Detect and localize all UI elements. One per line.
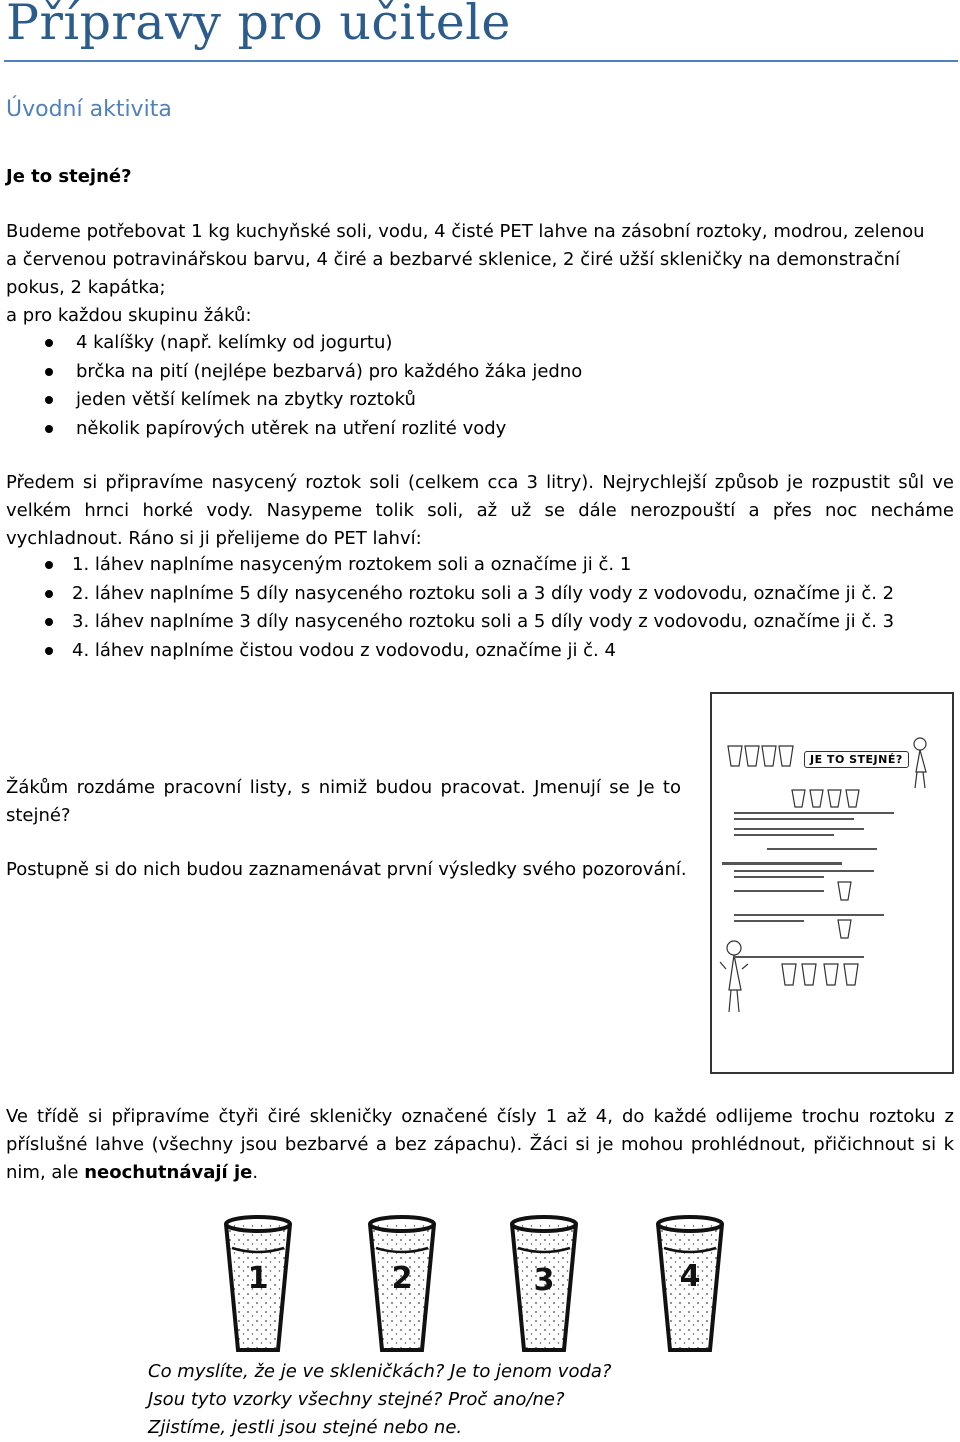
preparation-steps bbox=[0, 551, 894, 665]
list-item: 3. láhev naplníme 3 díly nasyceného roztoku soli a 5 díly vody z vodovodu, označíme ji č. 3 bbox=[0, 608, 894, 637]
glasses-text bbox=[6, 1103, 954, 1187]
question-line: Jsou tyto vzorky všechny stejné? Proč ano/ne? bbox=[148, 1389, 565, 1410]
list-item: 1. láhev naplníme nasyceným roztokem soli a označíme ji č. 1 bbox=[0, 551, 894, 580]
glass-label: 3 bbox=[533, 1263, 555, 1298]
worksheet-text: Žákům rozdáme pracovní listy, s nimiž budou pracovat. Jmenují se Je to stejné? bbox=[6, 777, 681, 826]
materials-list bbox=[0, 329, 582, 443]
question-line: Zjistíme, jestli jsou stejné nebo ne. bbox=[148, 1417, 463, 1438]
glasses-text-end: . bbox=[252, 1162, 259, 1183]
question-line: Co myslíte, že je ve skleničkách? Je to jenom voda? bbox=[148, 1361, 612, 1382]
materials-group-line: a pro každou skupinu žáků: bbox=[6, 305, 252, 326]
list-item: 4. láhev naplníme čistou vodou z vodovodu, označíme ji č. 4 bbox=[0, 637, 894, 666]
questions-block bbox=[148, 1358, 848, 1442]
worksheet-thumbnail-title: JE TO STEJNÉ? bbox=[804, 751, 909, 768]
list-item: brčka na pití (nejlépe bezbarvá) pro každého žáka jedno bbox=[0, 358, 582, 387]
list-item: 2. láhev naplníme 5 díly nasyceného roztoku soli a 3 díly vody z vodovodu, označíme ji č. 2 bbox=[0, 580, 894, 609]
glass-label: 2 bbox=[391, 1261, 413, 1296]
glass-label: 1 bbox=[247, 1261, 269, 1296]
list-item: jeden větší kelímek na zbytky roztoků bbox=[0, 386, 582, 415]
section-heading: Úvodní aktivita bbox=[6, 97, 172, 122]
activity-title: Je to stejné? bbox=[6, 166, 132, 187]
worksheet-followup-text: Postupně si do nich budou zaznamenávat první výsledky svého pozorování. bbox=[6, 859, 687, 880]
page-title: Přípravy pro učitele bbox=[6, 0, 511, 51]
materials-intro bbox=[6, 218, 954, 330]
materials-intro-line: pokus, 2 kapátka; bbox=[6, 277, 166, 298]
glasses-text-main: Ve třídě si připravíme čtyři čiré skleničky označené čísly 1 až 4, do každé odlijeme trochu roztoku z příslušné lahve (všechny jsou bezbarvé a bez zápachu). Žáci si je mohou prohlédnout, přičichnout si k nim, ale bbox=[6, 1106, 954, 1183]
title-underline bbox=[4, 60, 958, 62]
materials-intro-line: Budeme potřebovat 1 kg kuchyňské soli, vodu, 4 čisté PET lahve na zásobní roztoky, modrou, zelenou bbox=[6, 221, 925, 242]
preparation-text: Předem si připravíme nasycený roztok soli (celkem cca 3 litry). Nejrychlejší způsob je rozpustit sůl ve velkém hrnci horké vody. Nasypeme tolik soli, až už se dále nerozpouští a přes noc necháme vychladnout. Ráno si ji přelijeme do PET lahví: bbox=[6, 472, 954, 549]
worksheet-thumbnail bbox=[710, 692, 954, 1074]
materials-intro-line: a červenou potravinářskou barvu, 4 čiré a bezbarvé sklenice, 2 čiré užší skleničky na demonstrační bbox=[6, 249, 901, 270]
list-item: několik papírových utěrek na utření rozlité vody bbox=[0, 415, 582, 444]
glass-label: 4 bbox=[679, 1259, 701, 1294]
numbered-glasses-illustration bbox=[210, 1210, 730, 1360]
glasses-text-emphasis: neochutnávají je bbox=[84, 1162, 253, 1183]
list-item: 4 kalíšky (např. kelímky od jogurtu) bbox=[0, 329, 582, 358]
